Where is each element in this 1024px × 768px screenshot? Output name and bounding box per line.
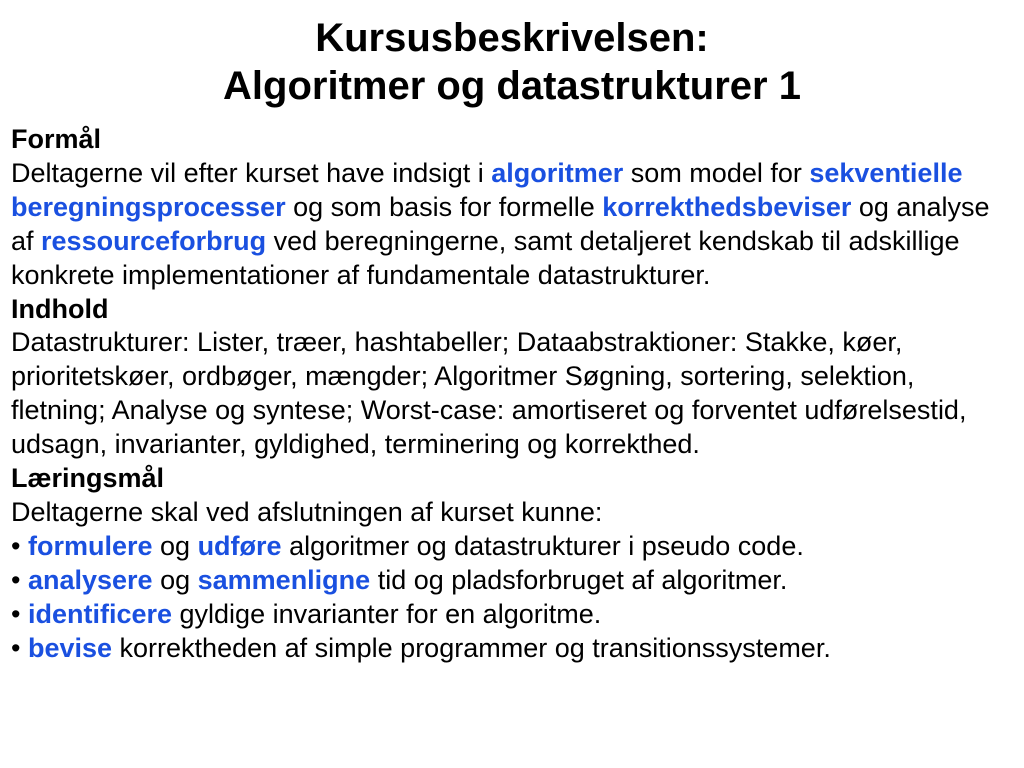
heading-laeringsmaal: Læringsmål xyxy=(11,463,165,494)
heading-formaal: Formål xyxy=(11,124,102,154)
keyword-bevise: bevise xyxy=(27,632,113,663)
learning-goal-text: og xyxy=(152,530,198,561)
keyword-formulere: formulere xyxy=(27,530,153,561)
learning-goal-item xyxy=(11,564,1016,598)
formaal-text-4: og analyse af xyxy=(11,191,990,256)
learning-goal-item xyxy=(11,598,1016,632)
keyword-sekventielle-beregningsprocesser: sekventielle beregningsprocesser xyxy=(11,157,963,222)
keyword-korrekthedsbeviser: korrekthedsbeviser xyxy=(602,191,852,222)
keyword-algoritmer: algoritmer xyxy=(491,157,624,188)
indhold-paragraph: Datastrukturer: Lister, træer, hashtabeller; Dataabstraktioner: Stakke, køer, prioritetskøer, ordbøger, mængder; Algoritmer Søgning, sortering, selektion, fletning; Analyse og syntese; Worst-case: amortiseret og forventet udførelsestid, udsagn, invarianter, gyldighed, terminering og korrekthed. xyxy=(11,327,967,460)
learning-goal-text: gyldige invarianter for en algoritme. xyxy=(172,598,602,629)
learning-goal-text: og xyxy=(152,564,198,595)
keyword-sammenligne: sammenligne xyxy=(197,564,371,595)
learning-goal-text: korrektheden af simple programmer og transitionssystemer. xyxy=(112,632,831,663)
bullet-icon: • xyxy=(11,632,21,663)
learning-goal-item xyxy=(11,530,1016,564)
formaal-text-2: som model for xyxy=(623,157,810,188)
learning-goal-text: tid og pladsforbruget af algoritmer. xyxy=(370,564,788,595)
learning-goal-text: algoritmer og datastrukturer i pseudo code. xyxy=(281,530,804,561)
keyword-udfoere: udføre xyxy=(197,530,282,561)
title-line-1: Kursusbeskrivelsen: xyxy=(315,16,709,60)
keyword-identificere: identificere xyxy=(27,598,173,629)
bullet-icon: • xyxy=(11,598,21,629)
formaal-text-3: og som basis for formelle xyxy=(285,191,603,222)
title-line-2: Algoritmer og datastrukturer 1 xyxy=(223,64,801,108)
laeringsmaal-intro: Deltagerne skal ved afslutningen af kurset kunne: xyxy=(11,496,603,527)
course-description-body xyxy=(11,123,1016,666)
keyword-ressourceforbrug: ressourceforbrug xyxy=(41,225,267,256)
bullet-icon: • xyxy=(11,564,21,595)
formaal-text-1: Deltagerne vil efter kurset have indsigt i xyxy=(11,157,492,188)
bullet-icon: • xyxy=(11,530,21,561)
formaal-text-5: ved beregningerne, samt detaljeret kendskab til adskillige konkrete implementationer af fundamentale datastrukturer. xyxy=(11,225,960,290)
slide-title xyxy=(0,14,1024,110)
keyword-analysere: analysere xyxy=(27,564,153,595)
heading-indhold: Indhold xyxy=(11,293,109,324)
formaal-paragraph xyxy=(11,157,1016,293)
learning-goal-item xyxy=(11,632,1016,666)
